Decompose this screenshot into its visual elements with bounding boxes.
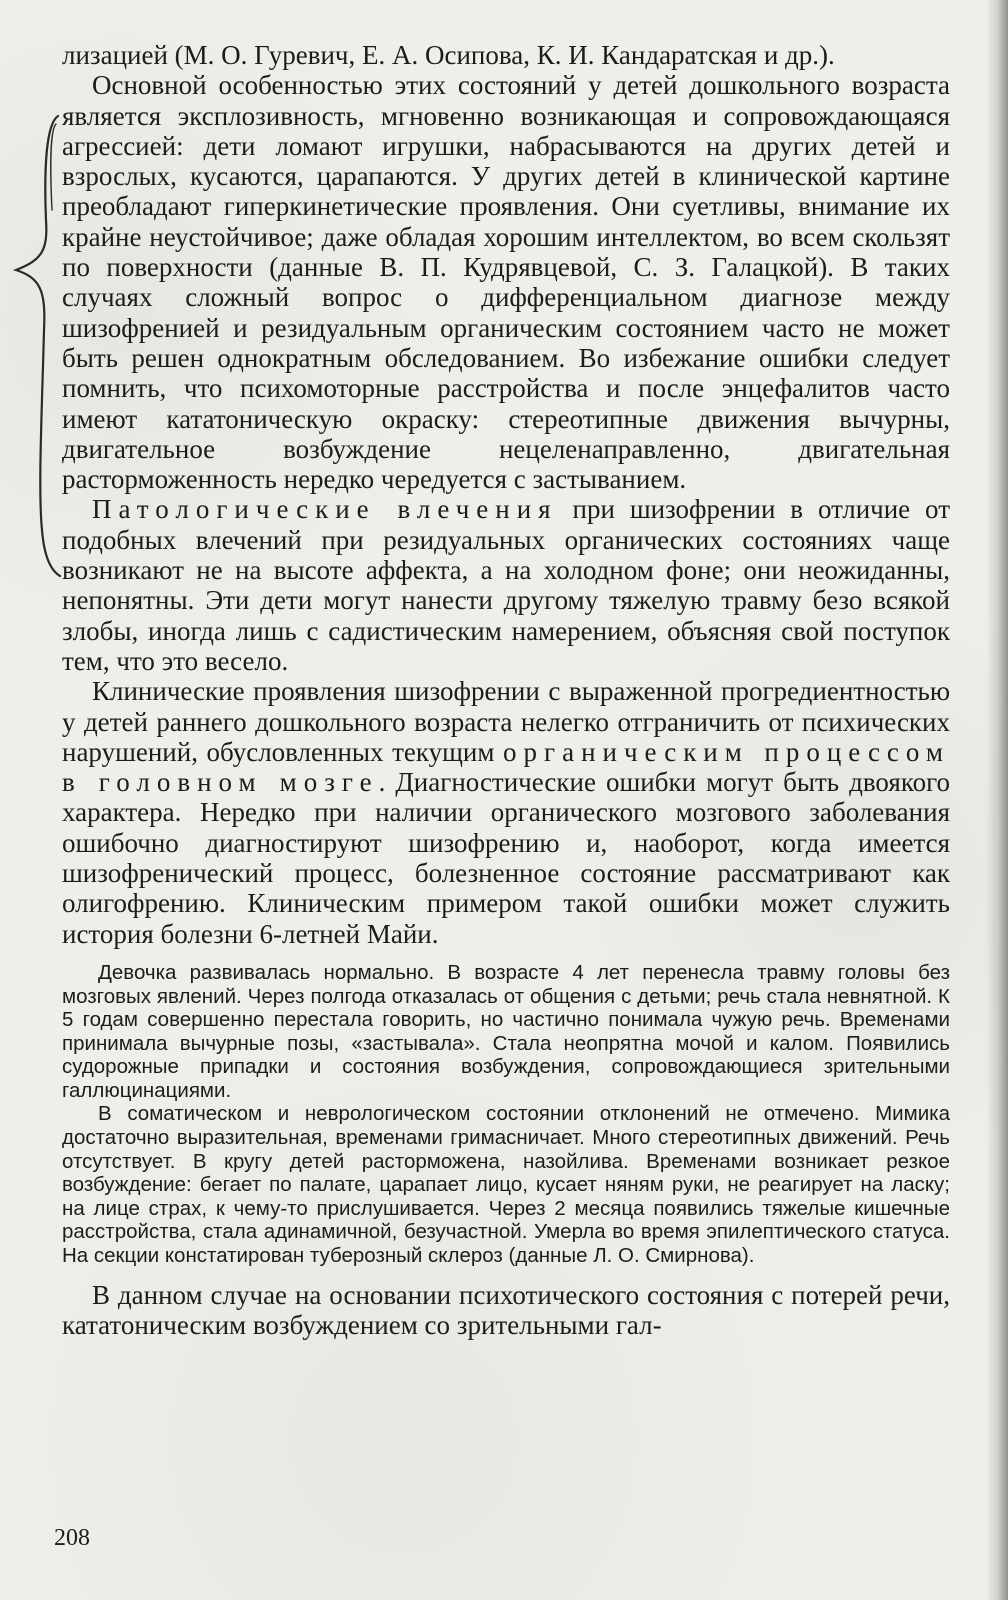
paragraph-conclusion: В данном случае на основании психотического состояния с потерей речи, кататоническим возбуждением со зрительными гал- [62,1279,950,1340]
paragraph-continuation: лизацией (М. О. Гуревич, Е. А. Осипова, К. И. Кандаратская и др.). [62,40,835,70]
case-history-part-2: В соматическом и неврологическом состоянии отклонений не отмечено. Мимика достаточно выразительная, временами гримасничает. Много стереотипных движений. Речь отсутствует. В кругу детей расторможена, назойлива. Временами возникает резкое возбуждение: бегает по палате, царапает лицо, кусает няням руки, не реагирует на ласку; на лице страх, к чему-то прислушивается. Через 2 месяца появились тяжелые кишечные расстройства, стала адинамичной, безучастной. Умерла во время эпилептического статуса. На секции констатирован туберозный склероз (данные Л. О. Смирнова). [62,1102,950,1268]
paragraph-pathological-drives-text: при шизофрении в отличие от подобных влечений при резидуальных органических состояниях чаще возникают не на высоте аффекта, а на холодном фоне; они неожиданны, непонятны. Эти дети могут нанести другому тяжелую травму безо всякой злобы, иногда лишь с садистическим намерением, объясняя свой поступок тем, что это весело. [62,494,950,676]
page-number: 208 [54,1525,90,1551]
paragraph-pathological-drives [62,494,950,676]
handwritten-bracket-mark [6,110,66,580]
paragraph-clinical-start: Клинические проявления шизофрении с выраженной прогредиентностью у детей раннего дошкольного возраста нелегко отграничить от психических нарушений, обусловленных текущим [62,676,950,767]
spaced-term-organic-process: органическим процессом в головном мозге [62,736,950,798]
case-history-part-1: Девочка развивалась нормально. В возрасте 4 лет перенесла травму головы без мозговых явлений. Через полгода отказалась от общения с детьми; речь стала невнятной. К 5 годам совершенно перестала говорить, но частично понимала чужую речь. Временами принимала вычурные позы, «застывала». Стала неопрятна мочой и калом. Появились судорожные припадки и состояния возбуждения, сопровождающиеся зрительными галлюцинациями. [62,960,950,1102]
paragraph-clinical-rest: . Диагностические ошибки могут быть двоякого характера. Нередко при наличии органического мозгового заболевания ошибочно диагностируют шизофрению и, наоборот, когда имеется шизофренический процесс, болезненное состояние рассматривают как олигофрению. Клиническим примером такой ошибки может служить история болезни 6-летней Майи. [62,767,950,949]
page-edge-shadow [986,0,1008,1600]
paragraph-explosiveness: Основной особенностью этих состояний у детей дошкольного возраста является эксплозивность, мгновенно возникающая и сопровождающаяся агрессией: дети ломают игрушки, набрасываются на других детей и взрослых, кусаются, царапаются. У других детей в клинической картине преобладают гиперкинетические проявления. Они суетливы, внимание их крайне неустойчивое; даже обладая хорошим интеллектом, во всем скользят по поверхности (данные В. П. Кудрявцевой, С. З. Галацкой). В таких случаях сложный вопрос о дифференциальном диагнозе между шизофренией и резидуальным органическим состоянием часто не может быть решен однократным обследованием. Во избежание ошибки следует помнить, что психомоторные расстройства и после энцефалитов часто имеют кататоническую окраску: стереотипные движения вычурны, двигательное возбуждение нецеленаправленно, двигательная расторможенность нередко чередуется с застыванием. [62,70,950,495]
spaced-term-pathological-drives: Патологические влечения [92,494,558,525]
paragraph-clinical-manifestations [62,676,950,949]
page-text [62,40,950,1340]
